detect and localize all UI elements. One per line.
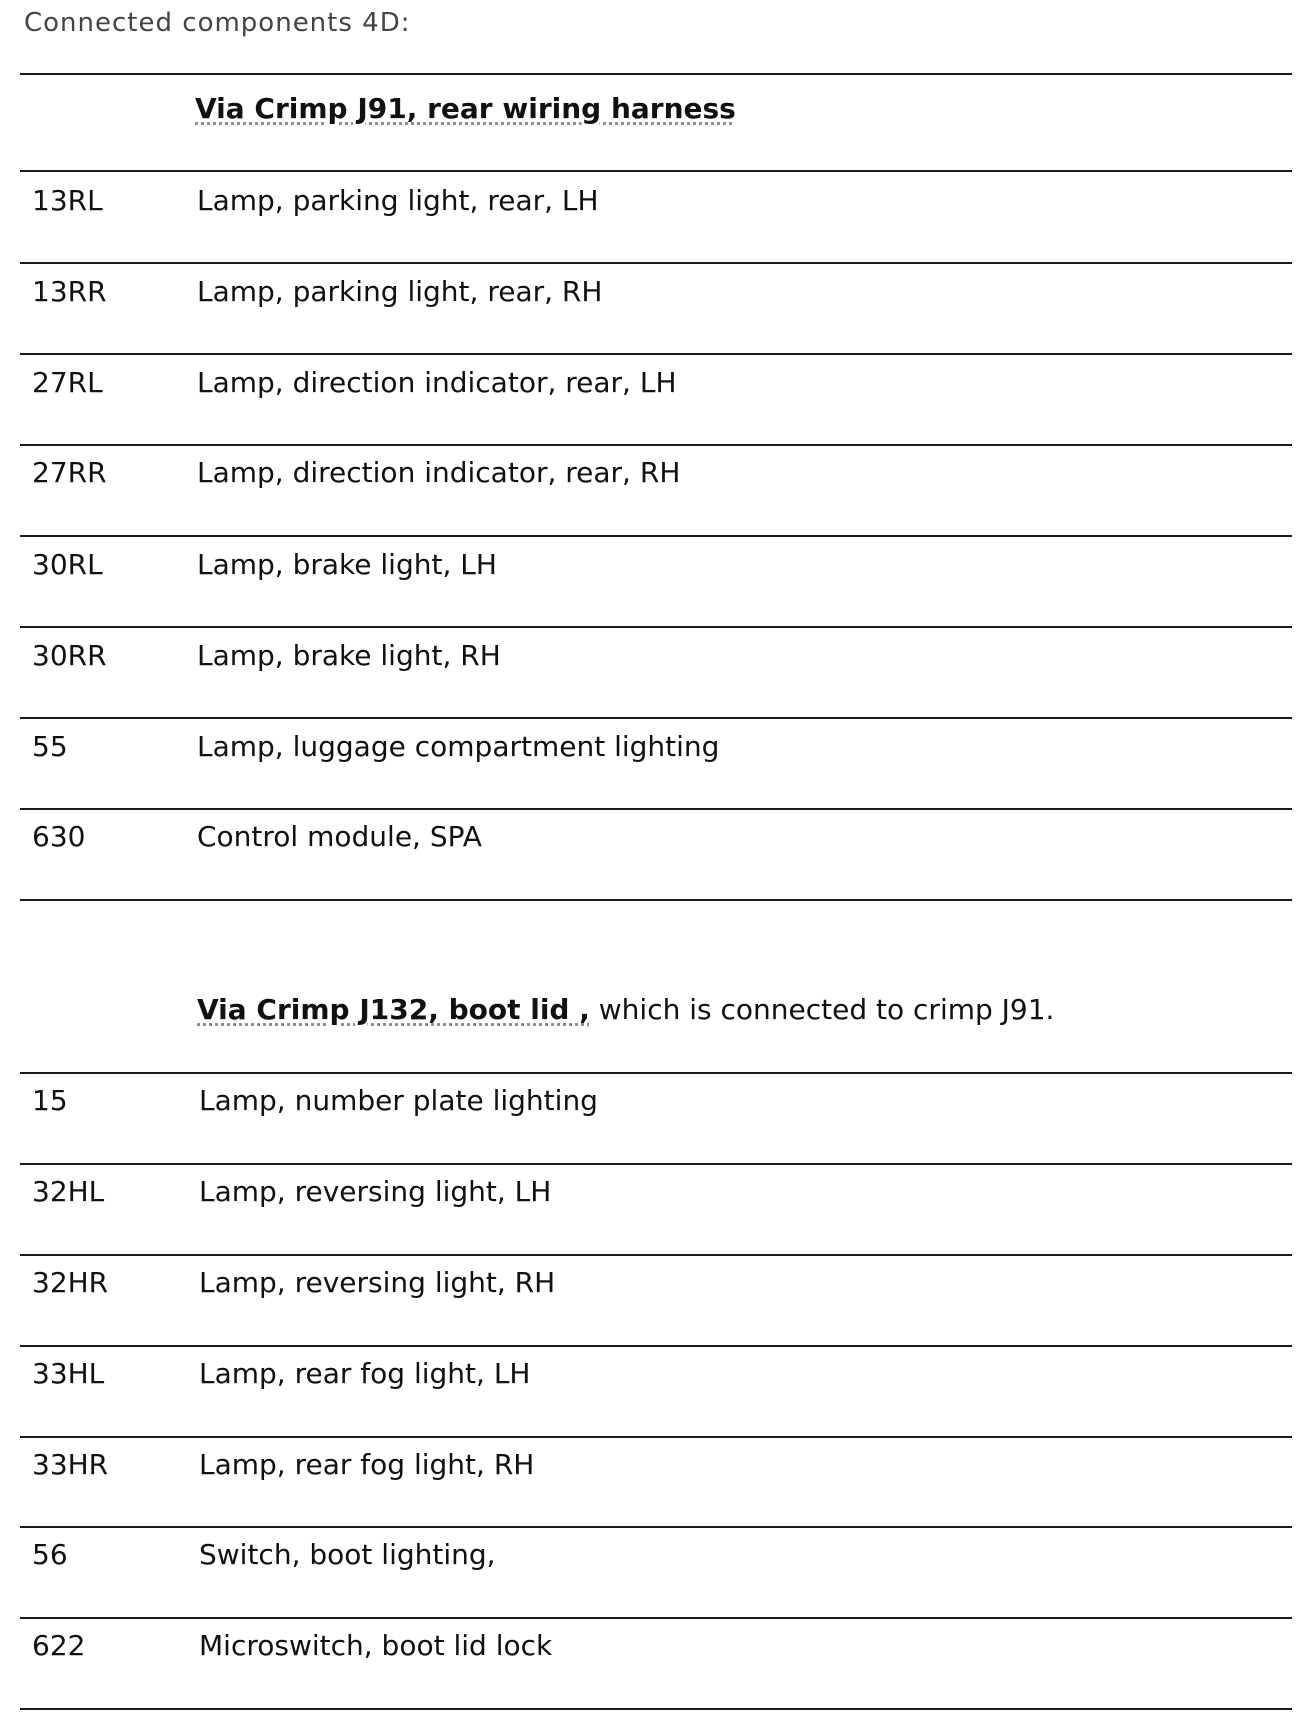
component-description: Lamp, direction indicator, rear, RH [197, 456, 681, 489]
table-rule [20, 535, 1292, 537]
component-description: Lamp, number plate lighting [199, 1084, 598, 1117]
component-description: Lamp, parking light, rear, RH [197, 275, 603, 308]
component-description: Lamp, rear fog light, RH [199, 1448, 535, 1481]
component-code: 32HR [32, 1266, 109, 1299]
component-code: 32HL [32, 1175, 105, 1208]
component-code: 27RR [32, 456, 107, 489]
table-rule [20, 1072, 1292, 1074]
table-rule [20, 717, 1292, 719]
table-rule [20, 262, 1292, 264]
document-title: Connected components 4D: [24, 8, 411, 38]
component-code: 13RL [32, 184, 103, 217]
section-heading-bold: Via Crimp J91, rear wiring harness [195, 92, 736, 125]
component-description: Microswitch, boot lid lock [199, 1629, 553, 1662]
component-description: Lamp, brake light, LH [197, 548, 497, 581]
table-rule [20, 1708, 1292, 1710]
section-heading-rest: which is connected to crimp J91. [589, 993, 1055, 1026]
component-description: Lamp, parking light, rear, LH [197, 184, 599, 217]
component-description: Lamp, reversing light, RH [199, 1266, 556, 1299]
component-code: 33HR [32, 1448, 109, 1481]
component-description: Lamp, direction indicator, rear, LH [197, 366, 677, 399]
table-rule [20, 1436, 1292, 1438]
component-code: 55 [32, 730, 68, 763]
table-rule [20, 899, 1292, 901]
table-rule [20, 170, 1292, 172]
component-code: 13RR [32, 275, 107, 308]
component-code: 27RL [32, 366, 103, 399]
table-rule [20, 1345, 1292, 1347]
section-heading-bold: Via Crimp J132, boot lid , [197, 993, 590, 1026]
component-code: 56 [32, 1538, 68, 1571]
component-code: 30RL [32, 548, 103, 581]
component-description: Lamp, reversing light, LH [199, 1175, 552, 1208]
component-code: 630 [32, 820, 86, 853]
component-code: 30RR [32, 639, 107, 672]
component-description: Lamp, rear fog light, LH [199, 1357, 531, 1390]
table-rule [20, 626, 1292, 628]
table-rule [20, 73, 1292, 75]
section-heading [197, 992, 1054, 1028]
component-description: Control module, SPA [197, 820, 482, 853]
table-rule [20, 1617, 1292, 1619]
table-rule [20, 808, 1292, 810]
component-code: 15 [32, 1084, 68, 1117]
component-description: Lamp, luggage compartment lighting [197, 730, 720, 763]
component-description: Switch, boot lighting, [199, 1538, 496, 1571]
section-heading [195, 91, 736, 127]
table-rule [20, 1163, 1292, 1165]
table-rule [20, 1254, 1292, 1256]
table-rule [20, 353, 1292, 355]
component-code: 622 [32, 1629, 86, 1662]
table-rule [20, 1526, 1292, 1528]
table-rule [20, 444, 1292, 446]
component-description: Lamp, brake light, RH [197, 639, 501, 672]
component-code: 33HL [32, 1357, 105, 1390]
